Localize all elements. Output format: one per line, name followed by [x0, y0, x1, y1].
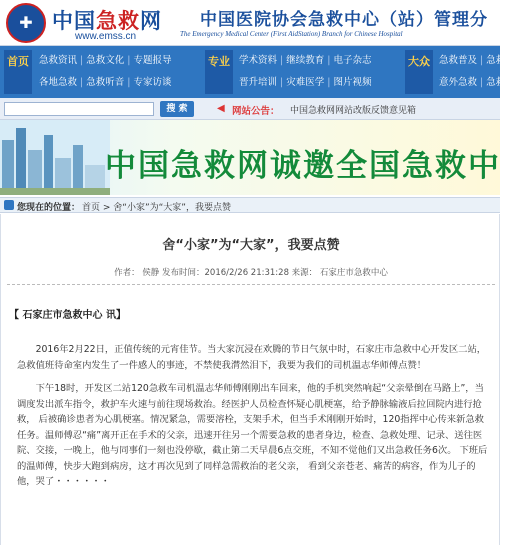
megaphone-icon: ◀: [217, 103, 225, 114]
nav-link[interactable]: 意外急救: [439, 77, 478, 88]
article-body: [17, 342, 489, 498]
nav-group-professional: 学术资料 | 继续教育 | 电子杂志 晋升培训 | 灾难医学 | 图片视频: [236, 50, 374, 94]
article: [0, 214, 500, 545]
nav-link[interactable]: 急救资讯: [39, 55, 78, 66]
site-header: [0, 0, 500, 46]
home-icon: [4, 200, 14, 210]
notice-link[interactable]: 中国急救网网站改版反馈意见箱: [290, 106, 417, 116]
nav-link[interactable]: 急救: [486, 77, 506, 88]
article-title: 舍“小家”为“大家”，我要点赞: [162, 238, 340, 253]
banner-headline: 中国急救网诚邀全国急救中: [105, 148, 501, 184]
nav-link[interactable]: 专题报导: [133, 55, 172, 66]
site-url: www.emss.cn: [75, 31, 137, 42]
nav-link[interactable]: 灾难医学: [286, 77, 325, 88]
article-paragraph: 2016年2月22日，正值传统的元宵佳节。当大家沉浸在欢腾的节日气氛中时，石家庄市急救中心开发区二站，急救值班待命室内发生了一件感人的事迹，不禁使我潸然泪下，我要为我们的司机温志华师傅点赞！: [17, 344, 487, 371]
breadcrumb-home-link[interactable]: 首页: [82, 203, 101, 213]
nav-link[interactable]: 电子杂志: [333, 55, 372, 66]
search-button[interactable]: 搜 索: [160, 101, 194, 117]
nav-link[interactable]: 急救听音: [86, 77, 125, 88]
nav-group-public: 急救普及 | 急救 意外急救 | 急救: [436, 50, 508, 94]
breadcrumb-label: 您现在的位置：: [17, 203, 81, 213]
site-name[interactable]: 中国急救网: [52, 9, 162, 33]
nav-link[interactable]: 学术资料: [239, 55, 278, 66]
search-input[interactable]: [4, 102, 154, 116]
nav-category-professional[interactable]: 专业: [205, 50, 233, 94]
nav-link[interactable]: 急救文化: [86, 55, 125, 66]
nav-link[interactable]: 急救普及: [439, 55, 478, 66]
nav-group-home: 急救资讯 | 急救文化 | 专题报导 各地急救 | 急救听音 | 专家访谈: [36, 50, 174, 94]
city-skyline-image: [0, 120, 110, 195]
nav-link[interactable]: 急救: [486, 55, 506, 66]
article-paragraph: 下午18时，开发区二站120急救车司机温志华师傅刚刚出车回来，他的手机突然响起“父亲晕倒在马路上”，当调度发出派车指令，救护车火速与前往现场救治。经医护人员检查怀疑心肌梗塞，给予静脉输液后拉回院内进行抢救， 后被确诊患者为心肌梗塞。情况紧急，需要溶栓，支架手术，但当手术刚刚开始时，120指挥中心传来新急救任务。温师傅忍“痛”离开正在手术的父亲，迅速开往另一个需要急救的患者身边，检查、急救处理、记录、送往医院、交接，一晚上，他与同事们一刻也没停歇，截止第二天早晨6点交班，不知不觉他们又出急救任务6次。 下班后的温师傅，快步大跑到病房，这才再次见到了同样急需救治的老父亲， 看到父亲苍老、痛苦的病容，作为儿子的他，哭了・・・・・・: [17, 383, 488, 487]
nav-link[interactable]: 各地急救: [39, 77, 78, 88]
promo-banner[interactable]: [0, 120, 500, 195]
breadcrumb: [0, 197, 500, 213]
org-title: 中国医院协会急救中心（站）管理分: [200, 10, 488, 30]
nav-category-public[interactable]: 大众: [405, 50, 433, 94]
org-subtitle: The Emergency Medical Center (First AidStation) Branch for Chinese Hospital: [180, 30, 403, 38]
divider: [7, 284, 495, 285]
breadcrumb-trail: [82, 200, 231, 213]
breadcrumb-separator: >: [102, 203, 114, 213]
main-nav: [0, 46, 506, 98]
notice-label: 网站公告：: [232, 106, 280, 117]
site-logo-icon[interactable]: ✚: [6, 3, 46, 43]
nav-link[interactable]: 继续教育: [286, 55, 325, 66]
article-source: 【 石家庄市急救中心 讯】: [9, 310, 126, 321]
nav-category-home[interactable]: 首页: [4, 50, 32, 94]
nav-link[interactable]: 专家访谈: [133, 77, 172, 88]
nav-link[interactable]: 图片视频: [333, 77, 372, 88]
article-meta: 作者： 侯静 发布时间：2016/2/26 21:31:28 来源： 石家庄市急救中心: [114, 268, 388, 278]
breadcrumb-current-link[interactable]: 舍“小家”为“大家”，我要点赞: [113, 203, 231, 213]
search-notice-bar: [0, 98, 500, 120]
nav-link[interactable]: 晋升培训: [239, 77, 278, 88]
